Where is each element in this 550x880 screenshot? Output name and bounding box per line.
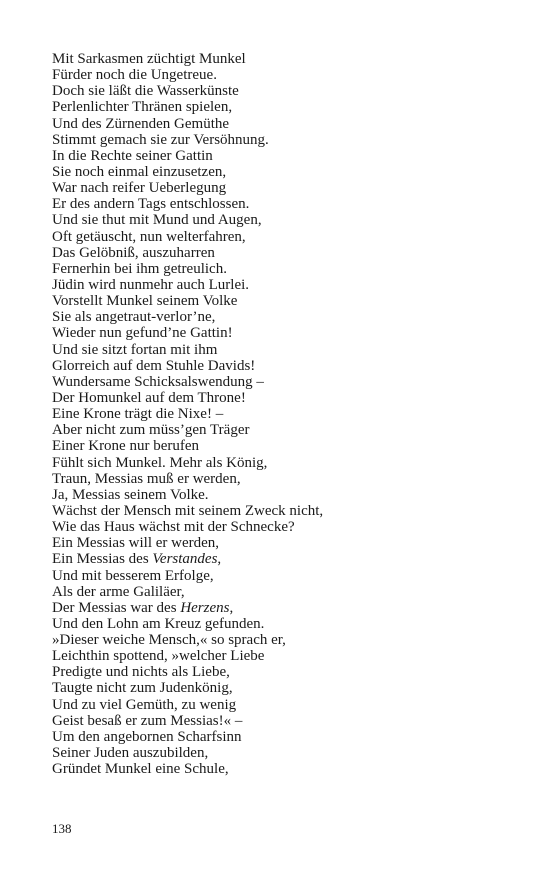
poem-line: Sie noch einmal einzusetzen, — [52, 163, 227, 180]
poem-line: Wächst der Mensch mit seinem Zweck nicht, — [52, 502, 324, 519]
poem-line: Jüdin wird nunmehr auch Lurlei. — [52, 276, 250, 293]
poem-line: Wie das Haus wächst mit der Schnecke? — [52, 519, 295, 536]
poem-line: In die Rechte seiner Gattin — [52, 147, 213, 164]
line-punctuation: , — [217, 551, 222, 568]
line-punctuation: , — [229, 599, 234, 616]
poem-line: Einer Krone nur berufen — [52, 438, 200, 455]
poem-line: Fürder noch die Ungetreue. — [52, 67, 217, 84]
poem-line: Um den angebornen Scharfsinn — [52, 728, 242, 745]
poem-text — [52, 51, 323, 777]
poem-line: Oft getäuscht, nun welterfahren, — [52, 228, 246, 245]
poem-line: Glorreich auf dem Stuhle Davids! — [52, 357, 256, 374]
poem-line: Aber nicht zum müss’gen Träger — [52, 422, 250, 439]
poem-line: Predigte und nichts als Liebe, — [52, 664, 230, 681]
poem-line: Perlenlichter Thränen spielen, — [52, 99, 233, 116]
poem-line: Das Gelöbniß, auszuharren — [52, 244, 215, 261]
poem-line: Ein Messias will er werden, — [52, 535, 220, 552]
poem-line: Mit Sarkasmen züchtigt Munkel — [52, 51, 246, 67]
page-number: 138 — [52, 821, 72, 836]
line-text: Der Messias war des — [52, 599, 181, 616]
poem-line: Sie als angetraut-verlor’ne, — [52, 309, 216, 326]
poem-line-with-emphasis — [52, 551, 323, 567]
poem-line: »Dieser weiche Mensch,« so sprach er, — [52, 632, 286, 649]
poem-line: Fühlt sich Munkel. Mehr als König, — [52, 454, 268, 471]
poem-line: Doch sie läßt die Wasserkünste — [52, 83, 239, 100]
poem-line: Traun, Messias muß er werden, — [52, 470, 241, 487]
line-text: Ein Messias des — [52, 551, 153, 568]
poem-line: Und des Zürnenden Gemüthe — [52, 115, 230, 132]
poem-line: Wundersame Schicksalswendung – — [52, 373, 264, 390]
poem-line: Ja, Messias seinem Volke. — [52, 486, 209, 503]
poem-line: Und sie sitzt fortan mit ihm — [52, 341, 218, 358]
poem-line: Gründet Munkel eine Schule, — [52, 761, 229, 778]
poem-line: Und mit besserem Erfolge, — [52, 567, 214, 584]
poem-line: Der Homunkel auf dem Throne! — [52, 389, 246, 406]
poem-line: War nach reifer Ueberlegung — [52, 180, 227, 197]
poem-line: Und sie thut mit Mund und Augen, — [52, 212, 262, 229]
poem-line: Seiner Juden auszubilden, — [52, 745, 209, 762]
poem-line: Und zu viel Gemüth, zu wenig — [52, 696, 237, 713]
poem-line: Leichthin spottend, »welcher Liebe — [52, 648, 265, 665]
poem-line: Fernerhin bei ihm getreulich. — [52, 260, 227, 277]
poem-line: Und den Lohn am Kreuz gefunden. — [52, 615, 265, 632]
poem-line: Wieder nun gefund’ne Gattin! — [52, 325, 233, 342]
poem-line: Vorstellt Munkel seinem Volke — [52, 293, 238, 310]
poem-line-with-emphasis — [52, 600, 323, 616]
poem-line: Eine Krone trägt die Nixe! – — [52, 406, 224, 423]
poem-line: Geist besaß er zum Messias!« – — [52, 712, 243, 729]
poem-line: Er des andern Tags entschlossen. — [52, 196, 250, 213]
italic-word: Verstandes — [152, 551, 218, 568]
italic-word: Herzens — [180, 599, 230, 616]
poem-line: Taugte nicht zum Judenkönig, — [52, 680, 233, 697]
poem-line: Als der arme Galiläer, — [52, 583, 185, 600]
poem-line: Stimmt gemach sie zur Versöhnung. — [52, 131, 269, 148]
